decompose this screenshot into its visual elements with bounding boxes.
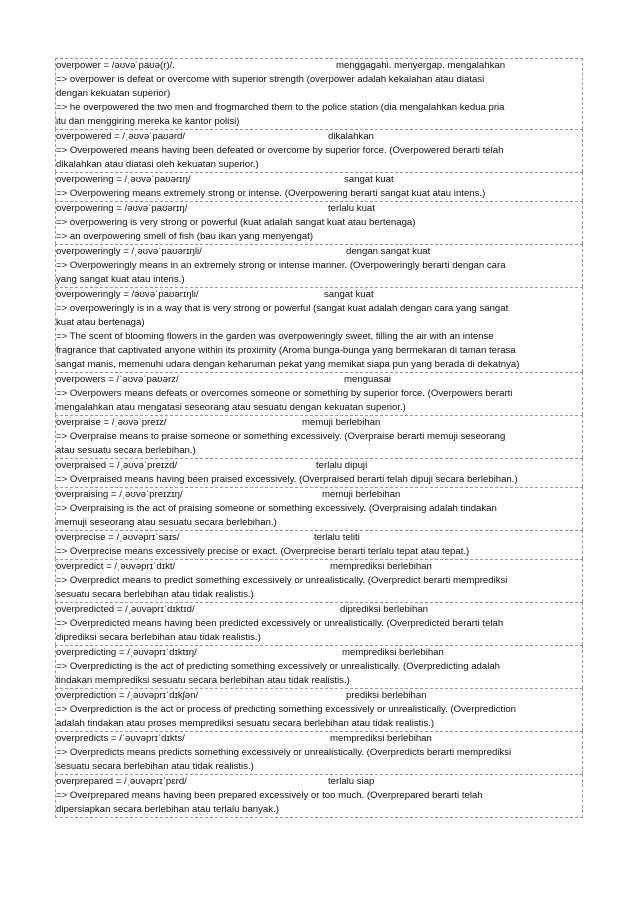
entry-term: overpoweringly = /ˌəʊvəˈpaʊərɪŋli/ [56,246,202,257]
entry-description-line: => Overpredict means to predict something excessively or unrealistically. (Overpredict berarti memprediksi [56,575,508,586]
dictionary-entry [55,372,583,415]
entry-term: overprediction = /ˌəʊvəprɪˈdɪkʃən/ [56,690,199,701]
dictionary-entry [55,602,583,645]
entry-description-line: sesuatu secara berlebihan atau tidak realistis.) [56,589,254,600]
entry-term: overpowered = /ˌəʊvəˈpaʊərd/ [56,131,186,142]
entry-headword-line [56,416,582,430]
entry-description-line: => Overpoweringly means in an extremely strong or intense manner. (Overpoweringly berarti dengan cara [56,260,506,271]
entry-description-line: => Overprecise means excessively precise or exact. (Overprecise berarti terlalu tepat atau tepat.) [56,546,470,557]
dictionary-entry [55,244,583,287]
entry-headword-line [56,288,582,302]
entry-description-line: => Overpowers means defeats or overcomes someone or something by superior force. (Overpowers berarti [56,388,513,399]
entry-description-line: dikalahkan atau diatasi oleh kekuatan superior.) [56,159,259,170]
entry-headword-line [56,373,582,387]
entry-headword-line [56,202,582,216]
entry-translation: memuji berlebihan [322,489,401,500]
dictionary-entry [55,415,583,458]
entry-description-line: itu dan menggiring mereka ke kantor polisi) [56,116,240,127]
entry-translation: terlalu kuat [328,203,375,214]
entry-description-line: => Overpredicts means predicts something excessively or unrealistically. (Overpredicts berarti memprediksi [56,747,512,758]
dictionary-entry [55,58,583,129]
dictionary-entry [55,559,583,602]
entry-description-line: memuji seseorang atau sesuatu secara berlebihan.) [56,517,277,528]
entry-description-line: => The scent of blooming flowers in the garden was overpoweringly sweet, filling the air with an intense [56,331,494,342]
dictionary-entry [55,731,583,774]
entry-headword-line [56,459,582,473]
entry-translation: terlalu siap [328,776,375,787]
entry-translation: sangat kuat [324,289,374,300]
entry-headword-line [56,646,582,660]
dictionary-entry [55,774,583,818]
entry-headword-line [56,560,582,574]
entry-term: overpredict = /ˌəʊvəprɪˈdɪkt/ [56,561,176,572]
entry-headword-line [56,173,582,187]
entry-description-line: => Overpredicting is the act of predicting something excessively or unrealistically. (Overpredicting adalah [56,661,501,672]
entry-description-line: diprediksi secara berlebihan atau tidak realistis.) [56,632,261,643]
entry-term: overpredicts = /ˈəʊvəprɪˈdɪkts/ [56,733,185,744]
dictionary-entry [55,458,583,487]
entry-description-line: kuat atau bertenaga) [56,317,145,328]
entry-headword-line [56,130,582,144]
entry-description-line: atau sesuatu secara berlebihan.) [56,445,196,456]
entry-description-line: => overpowering is very strong or powerful (kuat adalah sangat kuat atau bertenaga) [56,217,416,228]
entry-term: overpraising = /ˌəʊvəˈpreɪzɪŋ/ [56,489,183,500]
dictionary-entry [55,530,583,559]
entry-description-line: yang sangat kuat atau intens.) [56,274,185,285]
entry-translation: terlalu teliti [314,532,360,543]
entry-term: overpowering = /ˌəʊvəˈpaʊərɪŋ/ [56,174,191,185]
entry-description-line: dengan kekuatan superior) [56,88,171,99]
entry-description-line: tindakan memprediksi sesuatu secara berlebihan atau tidak realistis.) [56,675,350,686]
entry-translation: memprediksi berlebihan [342,647,444,658]
entry-description-line: => Overpraise means to praise someone or something excessively. (Overpraise berarti memuji seseorang [56,431,506,442]
entry-description-line: => Overpraising is the act of praising someone or something excessively. (Overpraising adalah tindakan [56,503,497,514]
entry-translation: menggagahi. menyergap. mengalahkan [336,60,506,71]
entry-headword-line [56,603,582,617]
dictionary-entry [55,645,583,688]
entry-description-line: => overpoweringly is in a way that is very strong or powerful (sangat kuat adalah dengan cara yang sangat [56,303,509,314]
entry-term: overpowering = /əʊvəˈpaʊərɪŋ/ [56,203,188,214]
entry-headword-line [56,531,582,545]
entry-headword-line [56,775,582,789]
entry-translation: terlalu dipuji [316,460,368,471]
entry-translation: memprediksi berlebihan [330,733,432,744]
entry-translation: prediksi berlebihan [346,690,427,701]
entry-headword-line [56,59,582,73]
entry-description-line: => Overprediction is the act or process of predicting something excessively or unrealistically. (Overprediction [56,704,516,715]
entry-translation: memprediksi berlebihan [330,561,432,572]
entry-description-line: => Overprepared means having been prepared excessively or too much. (Overprepared berarti telah [56,790,483,801]
entry-translation: menguasai [344,374,391,385]
entry-headword-line [56,689,582,703]
dictionary-entry [55,287,583,372]
entry-term: overpower = /əʊvəˈpaʊə(r)/. [56,60,175,71]
dictionary-entry [55,487,583,530]
dictionary-entry [55,688,583,731]
entry-description-line: => Overpraised means having been praised excessively. (Overpraised berarti telah dipuji secara berlebihan.) [56,474,518,485]
dictionary-sheet [55,58,583,818]
entry-translation: memuji berlebihan [302,417,381,428]
entry-description-line: fragrance that captivated anyone within its proximity (Aroma bunga-bunga yang bermekaran di taman terasa [56,345,516,356]
dictionary-entry [55,172,583,201]
entry-term: overpredicted = /ˌəʊvəprɪˈdɪktɪd/ [56,604,195,615]
entry-description-line: => Overpowered means having been defeated or overcome by superior force. (Overpowered berarti telah [56,145,504,156]
entry-term: overprecise = /ˌəʊvəprɪˈsaɪs/ [56,532,180,543]
entry-term: overpraised = /ˌəʊvəˈpreɪzd/ [56,460,178,471]
entry-description-line: dipersiapkan secara berlebihan atau terlalu banyak.) [56,804,279,815]
entry-headword-line [56,488,582,502]
entry-term: overpraise = /ˌəʊvəˈpreɪz/ [56,417,167,428]
dictionary-entry [55,201,583,244]
entry-description-line: sangat manis, memenuhi udara dengan keharuman pekat yang memikat siapa pun yang berada di dekatnya) [56,359,520,370]
entry-translation: sangat kuat [344,174,394,185]
entry-term: overpowers = /ˈəʊvəˈpaʊərz/ [56,374,179,385]
entry-description-line: sesuatu secara berlebihan atau tidak realistis.) [56,761,254,772]
entry-headword-line [56,245,582,259]
entry-translation: dengan sangat kuat [346,246,431,257]
entry-translation: dikalahkan [328,131,374,142]
entry-term: overprepared = /ˌəʊvəprɪˈpɛrd/ [56,776,187,787]
entry-term: overpredicting = /ˌəʊvəprɪˈdɪktɪŋ/ [56,647,197,658]
entry-description-line: => he overpowered the two men and frogmarched them to the police station (dia mengalahkan kedua pria [56,102,505,113]
entry-translation: diprediksi berlebihan [340,604,428,615]
dictionary-entry [55,129,583,172]
entry-term: overpoweringly = /əʊvəˈpaʊərɪŋli/ [56,289,199,300]
entry-headword-line [56,732,582,746]
entry-description-line: adalah tindakan atau proses memprediksi sesuatu secara berlebihan atau tidak realistis.) [56,718,435,729]
entry-description-line: mengalahkan atau mengatasi seseorang atau sesuatu dengan kekuatan superior.) [56,402,406,413]
entry-description-line: => Overpowering means extremely strong or intense. (Overpowering berarti sangat kuat atau intens.) [56,188,486,199]
entry-description-line: => an overpowering smell of fish (bau ikan yang menyengat) [56,231,314,242]
entry-description-line: => overpower is defeat or overcome with superior strength (overpower adalah kekalahan atau diatasi [56,74,485,85]
entry-description-line: => Overpredicted means having been predicted excessively or unrealistically. (Overpredicted berarti telah [56,618,504,629]
